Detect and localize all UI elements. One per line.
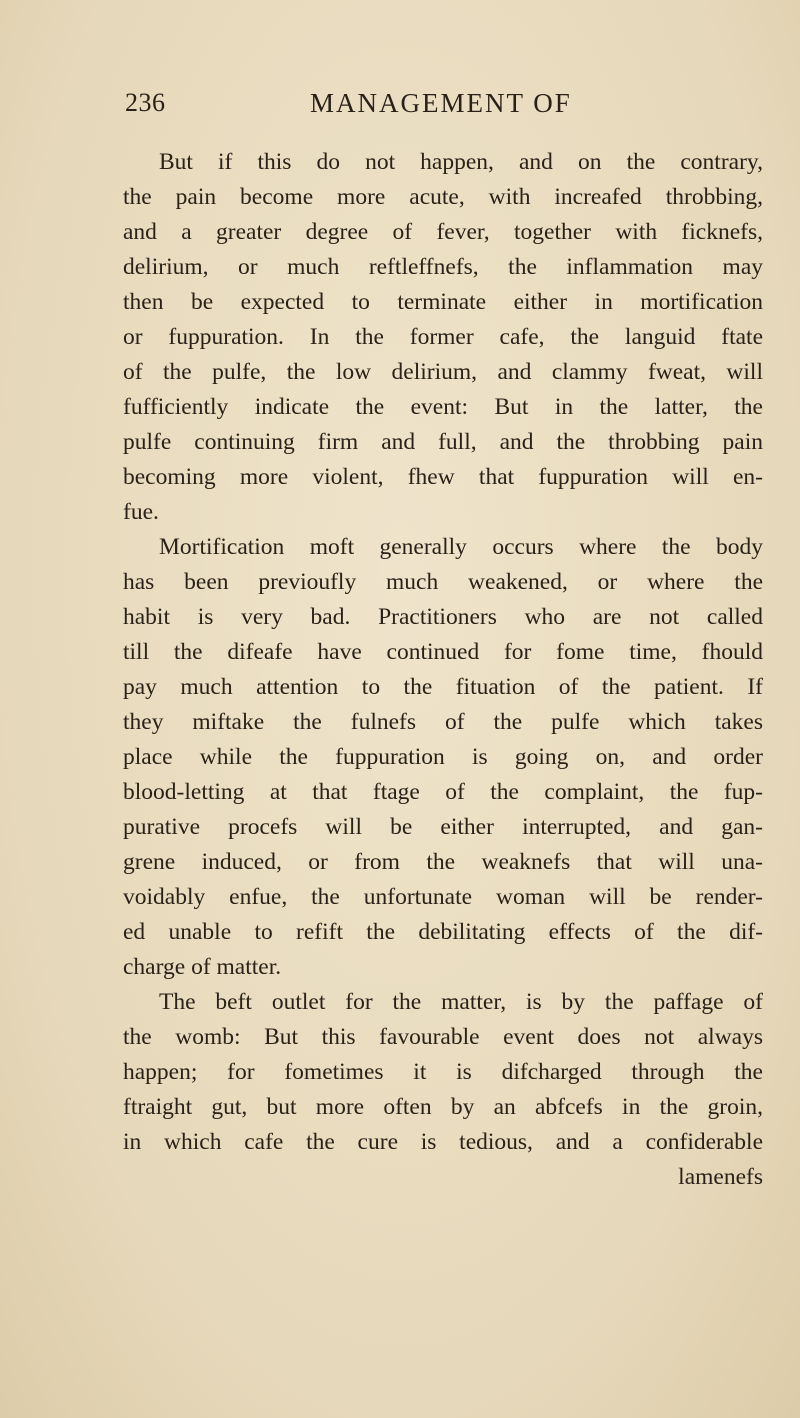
text-line: Mortification moft generally occurs where the body <box>159 534 763 560</box>
text-line: of the pulfe, the low delirium, and clammy fweat, will <box>123 359 763 385</box>
text-line: The beft outlet for the matter, is by the paffage of <box>159 989 763 1015</box>
text-line: habit is very bad. Practitioners who are not called <box>123 604 763 630</box>
page-header <box>125 88 685 128</box>
body-text <box>123 145 763 1195</box>
text-line: the womb: But this favourable event does not always <box>123 1024 763 1050</box>
page-number: 236 <box>125 88 166 117</box>
text-line: place while the fuppuration is going on, and order <box>123 744 763 770</box>
catchword: lamenefs <box>678 1164 763 1190</box>
text-line: ed unable to refift the debilitating effects of the dif- <box>123 919 763 945</box>
text-line: pulfe continuing firm and full, and the throbbing pain <box>123 429 763 455</box>
text-line: But if this do not happen, and on the contrary, <box>159 149 763 175</box>
text-line: fue. <box>123 499 159 525</box>
text-line: purative procefs will be either interrupted, and gan- <box>123 814 763 840</box>
text-line: charge of matter. <box>123 954 282 980</box>
text-line: and a greater degree of fever, together with ficknefs, <box>123 219 763 245</box>
text-line: ftraight gut, but more often by an abfcefs in the groin, <box>123 1094 763 1120</box>
text-line: then be expected to terminate either in mortification <box>123 289 763 315</box>
text-line: or fuppuration. In the former cafe, the languid ftate <box>123 324 763 350</box>
text-line: has been previoufly much weakened, or where the <box>123 569 763 595</box>
text-line: fufficiently indicate the event: But in the latter, the <box>123 394 763 420</box>
text-line: happen; for fometimes it is difcharged through the <box>123 1059 763 1085</box>
text-line: they miftake the fulnefs of the pulfe which takes <box>123 709 763 735</box>
text-line: the pain become more acute, with increafed throbbing, <box>123 184 763 210</box>
text-line: becoming more violent, fhew that fuppuration will en- <box>123 464 763 490</box>
text-line: in which cafe the cure is tedious, and a confiderable <box>123 1129 763 1155</box>
text-line: voidably enfue, the unfortunate woman will be render- <box>123 884 763 910</box>
text-line: blood-letting at that ftage of the complaint, the fup- <box>123 779 763 805</box>
running-head: MANAGEMENT OF <box>310 88 572 118</box>
text-line: till the difeafe have continued for fome time, fhould <box>123 639 763 665</box>
text-line: delirium, or much reftleffnefs, the inflammation may <box>123 254 763 280</box>
text-line: pay much attention to the fituation of the patient. If <box>123 674 763 700</box>
text-line: grene induced, or from the weaknefs that will una- <box>123 849 763 875</box>
